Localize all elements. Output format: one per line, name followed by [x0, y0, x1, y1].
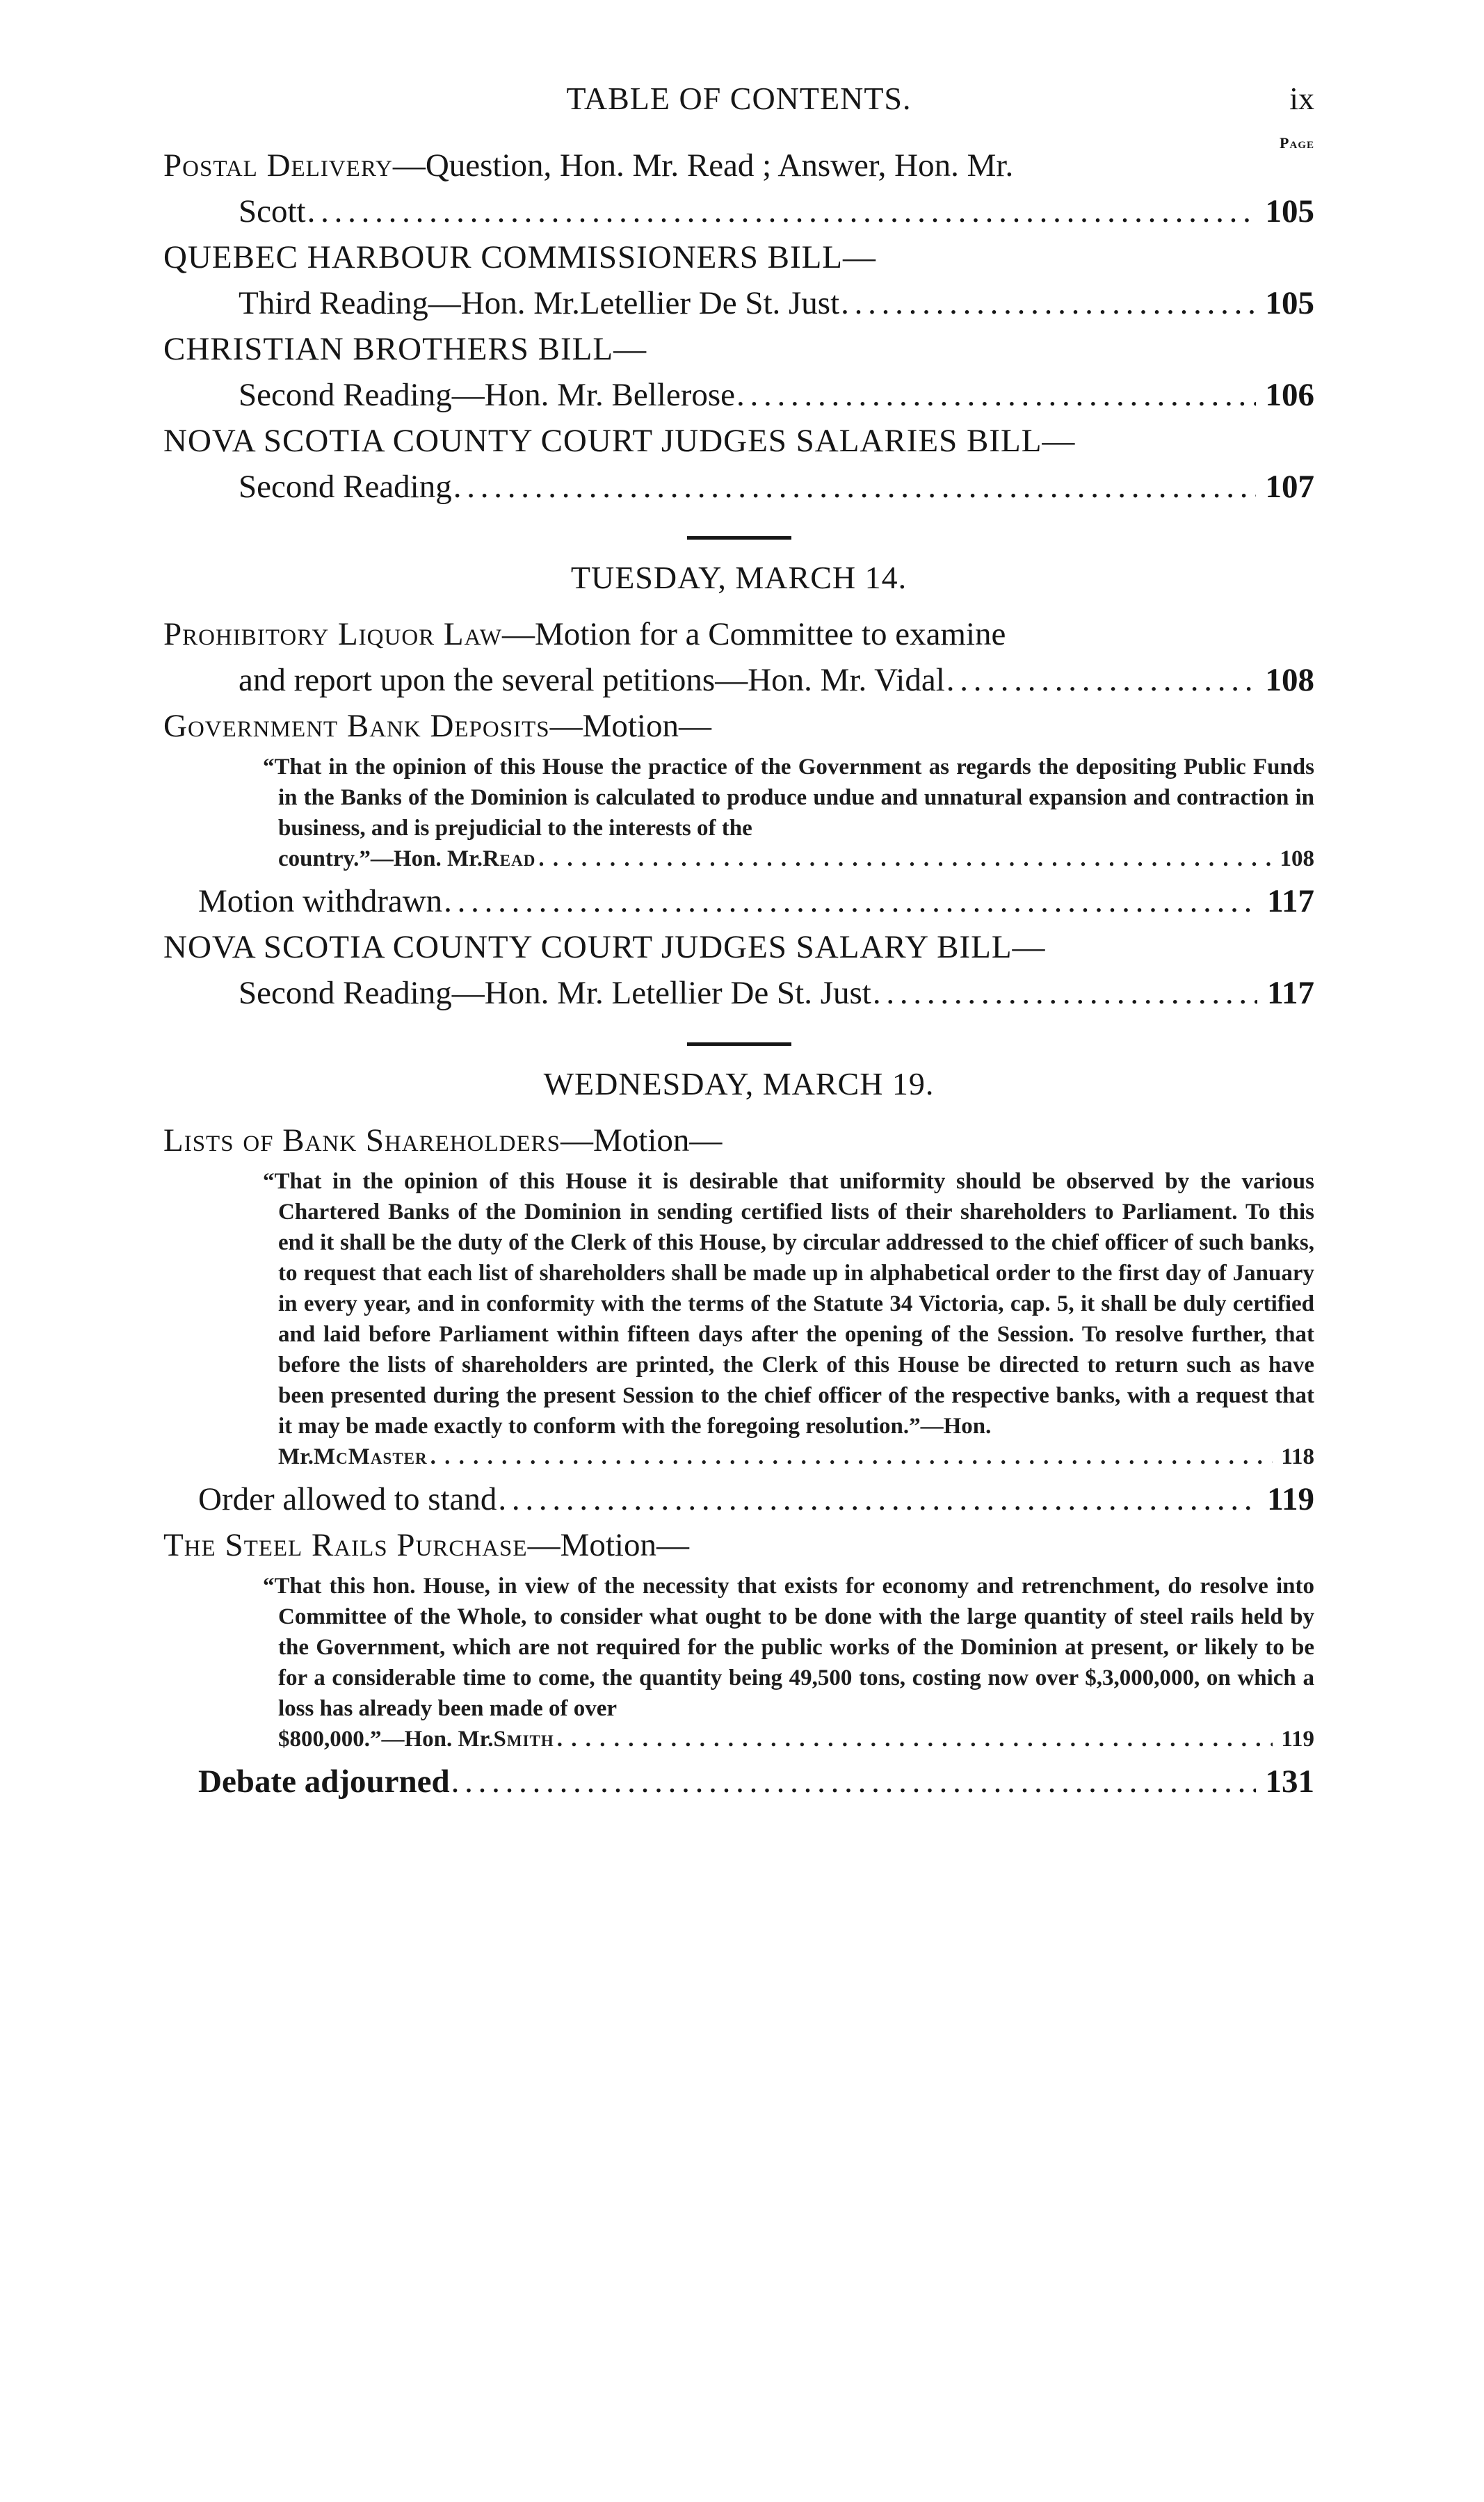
- dot-leader: [736, 372, 1255, 418]
- entry-page: 117: [1267, 975, 1314, 1011]
- entry-text: Second Reading—Hon. Mr. Letellier De St. Just: [239, 975, 871, 1011]
- entry-text: Motion withdrawn: [198, 883, 443, 919]
- toc-entry-nova-scotia-salaries: [163, 418, 1314, 510]
- toc-entry-postal-delivery: [163, 143, 1314, 234]
- dot-leader: [430, 1442, 1273, 1472]
- quote-speaker: Read: [482, 846, 536, 871]
- section-divider: [687, 1042, 791, 1046]
- entry-page: 105: [1265, 193, 1314, 229]
- entry-page: 106: [1265, 377, 1314, 413]
- entry-heading: NOVA SCOTIA COUNTY COURT JUDGES SALARY BILL—: [163, 929, 1046, 965]
- quote-speaker: McMaster: [314, 1444, 428, 1469]
- motion-quote-bank-deposits: [163, 752, 1314, 874]
- quote-text: “That in the opinion of this House the practice of the Government as regards the depositing Public Funds in the Banks of the Dominion is calculated to produce undue and unnatural expansion and contraction in business, and is prejudicial to the interests of the: [263, 754, 1314, 841]
- entry-text: Second Reading—Hon. Mr. Bellerose: [239, 377, 736, 413]
- quote-attribution: country.”—Hon. Mr.: [278, 846, 483, 871]
- toc-entry-prohibitory-liquor: [163, 611, 1314, 703]
- entry-page: 119: [1281, 1727, 1314, 1752]
- entry-page: 117: [1267, 883, 1314, 919]
- dot-leader: [538, 844, 1271, 874]
- dot-leader: [451, 1759, 1256, 1805]
- dot-leader: [557, 1724, 1273, 1754]
- section-heading-tuesday: TUESDAY, MARCH 14.: [570, 560, 908, 595]
- entry-page: 119: [1267, 1481, 1314, 1517]
- entry-text: Order allowed to stand: [198, 1481, 497, 1517]
- dot-leader: [873, 970, 1257, 1016]
- toc-entry-order-allowed: [163, 1476, 1314, 1522]
- toc-entry-government-bank-deposits: [163, 703, 1314, 749]
- entry-page: 118: [1281, 1444, 1314, 1469]
- entry-text: Scott: [239, 193, 306, 229]
- page-column-label: Page: [1280, 134, 1314, 152]
- entry-text: —Motion—: [549, 708, 711, 744]
- entry-page: 107: [1265, 469, 1314, 505]
- quote-attribution: Mr.: [278, 1444, 314, 1469]
- entry-heading: Government Bank Deposits: [163, 708, 550, 744]
- entry-heading: Lists of Bank Shareholders: [163, 1122, 560, 1159]
- dot-leader: [453, 464, 1256, 510]
- dot-leader: [498, 1476, 1257, 1522]
- toc-entry-christian-brothers: [163, 326, 1314, 418]
- entry-heading: Prohibitory Liquor Law: [163, 616, 502, 652]
- entry-text: and report upon the several petitions—Hon. Mr. Vidal: [239, 662, 945, 698]
- entry-text: —Motion—: [560, 1122, 723, 1159]
- toc-entry-debate-adjourned: [163, 1759, 1314, 1805]
- entry-text: —Motion—: [527, 1527, 689, 1563]
- entry-text: —Motion for a Committee to examine: [501, 616, 1006, 652]
- running-title: TABLE OF CONTENTS.: [566, 81, 912, 116]
- entry-heading: The Steel Rails Purchase: [163, 1527, 528, 1563]
- quote-attribution: $800,000.”—Hon. Mr.: [278, 1727, 494, 1752]
- motion-quote-shareholders: [163, 1166, 1314, 1472]
- entry-heading: QUEBEC HARBOUR COMMISSIONERS BILL—: [163, 239, 877, 275]
- entry-page: 131: [1265, 1763, 1314, 1800]
- toc-entry-quebec-harbour: [163, 234, 1314, 326]
- dot-leader: [946, 657, 1256, 703]
- entry-text: Debate adjourned: [198, 1763, 450, 1800]
- entry-text: Third Reading—Hon. Mr.Letellier De St. Just: [239, 285, 840, 321]
- entry-heading: Postal Delivery: [163, 147, 393, 184]
- toc-entry-nova-scotia-salary: [163, 924, 1314, 1016]
- quote-speaker: Smith: [493, 1727, 554, 1752]
- entry-page: 105: [1265, 285, 1314, 321]
- section-heading-wednesday: WEDNESDAY, MARCH 19.: [543, 1066, 935, 1101]
- entry-text: Second Reading: [239, 469, 452, 505]
- entry-text: —Question, Hon. Mr. Read ; Answer, Hon. Mr.: [392, 147, 1014, 184]
- toc-entry-lists-bank-shareholders: [163, 1117, 1314, 1163]
- toc-entry-steel-rails: [163, 1522, 1314, 1568]
- motion-quote-steel-rails: [163, 1571, 1314, 1754]
- entry-page: 108: [1280, 846, 1314, 871]
- entry-heading: CHRISTIAN BROTHERS BILL—: [163, 331, 647, 367]
- entry-page: 108: [1265, 662, 1314, 698]
- dot-leader: [307, 188, 1256, 234]
- dot-leader: [841, 280, 1255, 326]
- toc-entry-motion-withdrawn: [163, 878, 1314, 924]
- entry-heading: NOVA SCOTIA COUNTY COURT JUDGES SALARIES BILL—: [163, 423, 1076, 459]
- page-header: [163, 80, 1314, 152]
- toc-page: [163, 80, 1314, 1805]
- quote-text: “That this hon. House, in view of the necessity that exists for economy and retrenchment, do resolve into Committee of the Whole, to consider what ought to be done with the large quantity of steel rails held by the Government, which are not required for the public works of the Dominion at present, or likely to be for a considerable time to come, the quantity being 49,500 tons, costing now over $,3,000,000, on which a loss has already been made of over: [263, 1574, 1314, 1721]
- section-divider: [687, 536, 791, 540]
- quote-text: “That in the opinion of this House it is desirable that uniformity should be observed by the various Chartered Banks of the Dominion in sending certified lists of their shareholders to Parliament. To this end it shall be the duty of the Clerk of this House, by circular addressed to the chief officer of such banks, to request that each list of shareholders shall be made up in alphabetical order to the first day of January in every year, and in conformity with the terms of the Statute 34 Victoria, cap. 5, it shall be duly certified and laid before Parliament within fifteen days after the opening of the Session. To resolve further, that before the lists of shareholders are printed, the Clerk of this House be directed to return such as have been presented during the present Session to the chief officer of the respective banks, with a request that it may be made exactly to conform with the foregoing resolution.”—Hon.: [263, 1169, 1314, 1439]
- page-number: ix: [1289, 81, 1314, 116]
- dot-leader: [444, 878, 1257, 924]
